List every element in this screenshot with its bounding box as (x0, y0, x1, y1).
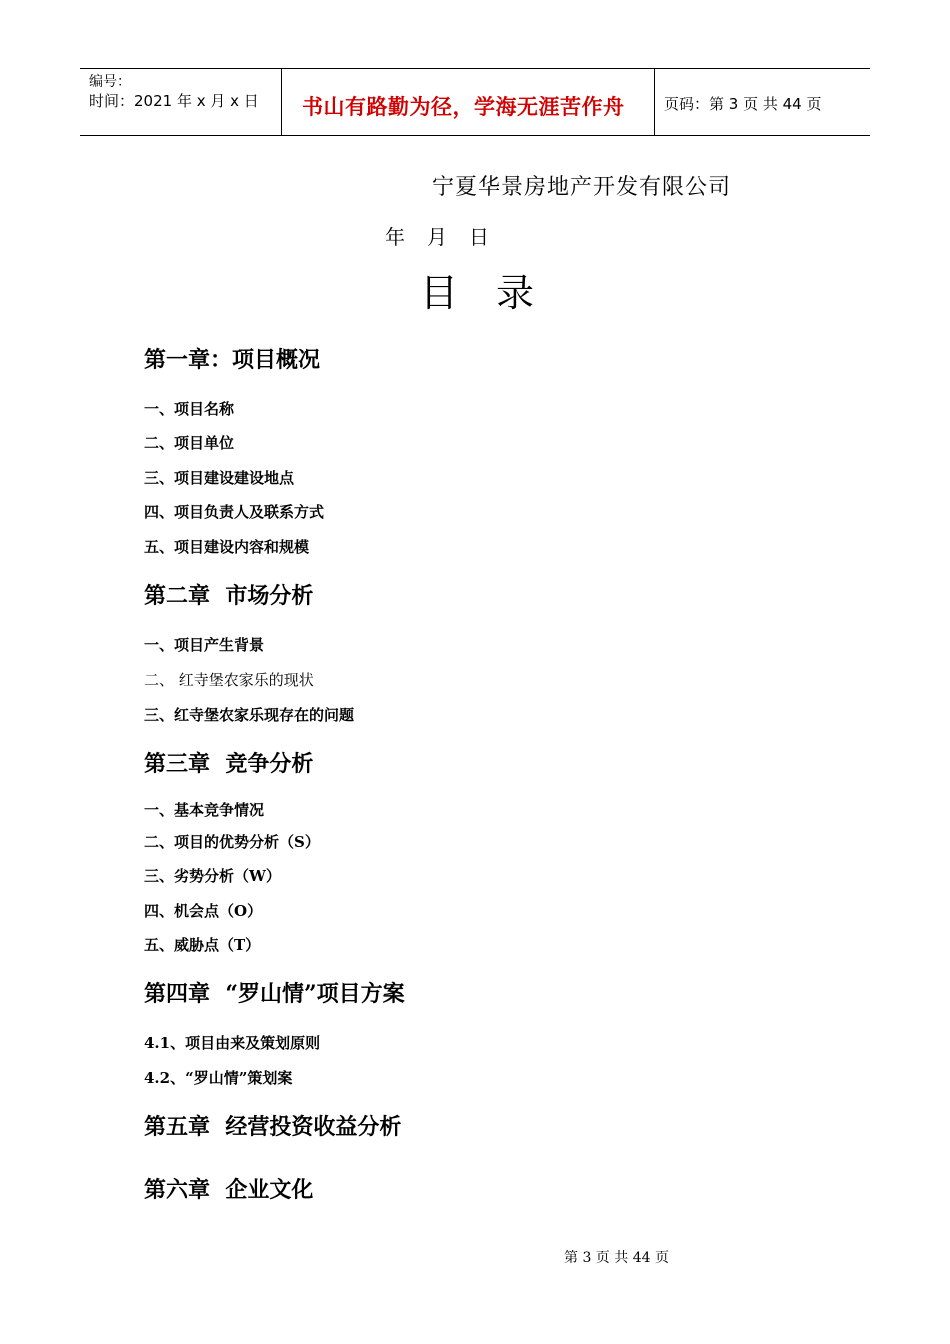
header-page-info: 页码：第 3 页 共 44 页 (664, 95, 822, 113)
chapter-3-item-4: 四、机会点（O） (144, 902, 263, 920)
chapter-1-item-5: 五、项目建设内容和规模 (144, 538, 310, 556)
chapter-3-item-2: 二、项目的优势分析（S） (144, 833, 320, 851)
chapter-2-title: 第二章 市场分析 (144, 583, 314, 609)
page-footer: 第 3 页 共 44 页 (564, 1250, 669, 1266)
chapter-1-item-1: 一、项目名称 (144, 400, 235, 418)
toc-title-char-1: 目 (420, 271, 459, 315)
chapter-3-item-5: 五、威胁点（T） (144, 936, 261, 954)
date-line (385, 221, 511, 250)
chapter-4-item-2: 4.2、“罗山情”策划案 (144, 1069, 293, 1087)
chapter-1-item-2: 二、项目单位 (144, 434, 235, 452)
header-motto: 书山有路勤为径，学海无涯苦作舟 (302, 95, 625, 119)
chapter-2-item-3: 三、红寺堡农家乐现存在的问题 (144, 706, 355, 724)
page-header-table (80, 68, 870, 136)
header-info-cell (80, 69, 282, 135)
chapter-1-title: 第一章：项目概况 (144, 347, 321, 373)
company-name: 宁夏华景房地产开发有限公司 (432, 175, 732, 200)
toc-title (420, 262, 572, 317)
date-month: 月 (427, 225, 447, 249)
chapter-4-item-1: 4.1、项目由来及策划原则 (144, 1034, 321, 1052)
chapter-1-item-4: 四、项目负责人及联系方式 (144, 503, 325, 521)
header-number-label: 编号： (89, 74, 131, 90)
chapter-3-item-1: 一、基本竞争情况 (144, 801, 265, 819)
chapter-5-title: 第五章 经营投资收益分析 (144, 1114, 402, 1140)
chapter-3-title: 第三章 竞争分析 (144, 751, 314, 777)
header-page-cell (655, 69, 870, 135)
chapter-2-item-2: 二、 红寺堡农家乐的现状 (144, 671, 314, 689)
toc-title-char-2: 录 (496, 271, 535, 315)
chapter-3-item-3: 三、劣势分析（W） (144, 867, 281, 885)
chapter-4-title: 第四章 “罗山情”项目方案 (144, 981, 405, 1007)
date-day: 日 (469, 225, 489, 249)
chapter-2-item-1: 一、项目产生背景 (144, 636, 265, 654)
chapter-1-item-3: 三、项目建设建设地点 (144, 469, 295, 487)
date-year: 年 (385, 225, 405, 249)
chapter-6-title: 第六章 企业文化 (144, 1177, 314, 1203)
header-motto-cell (282, 69, 655, 135)
header-time-label: 时间：2021 年 x 月 x 日 (89, 92, 259, 110)
